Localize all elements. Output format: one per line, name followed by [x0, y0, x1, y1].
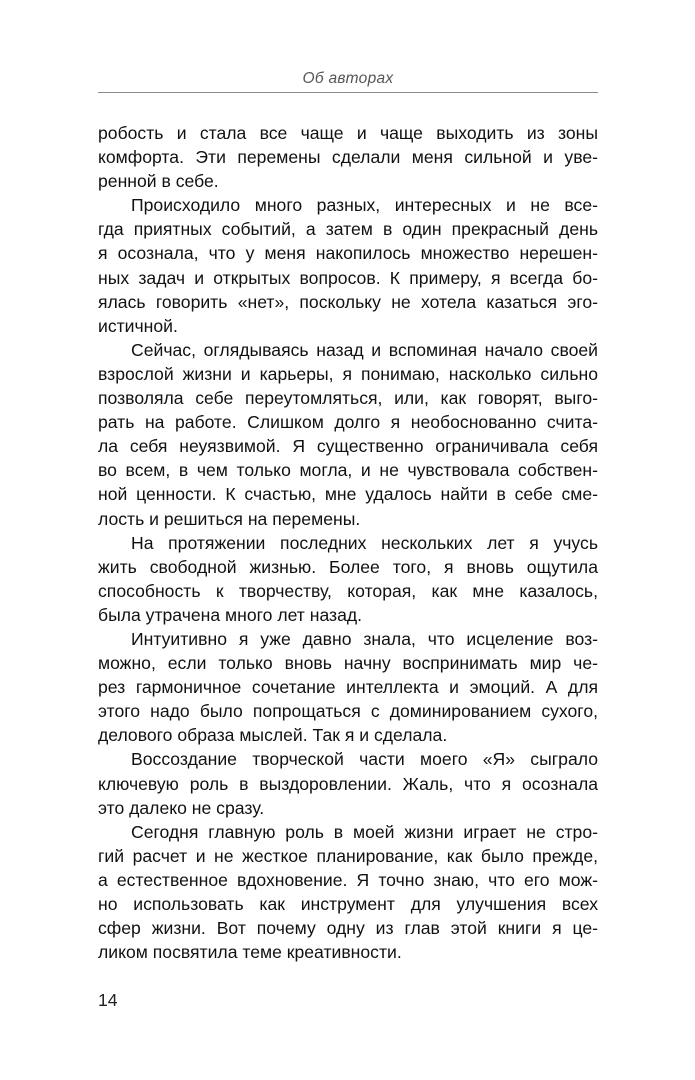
text-line: этого надо было попрощаться с доминированием сухого,	[98, 701, 598, 722]
text-line: это далеко не сразу.	[98, 797, 265, 818]
text-line: робость и стала все чаще и чаще выходить из зоны	[98, 123, 598, 143]
text-line: лость и решиться на перемены.	[98, 508, 361, 529]
paragraph-7	[98, 820, 598, 965]
text-line: Сейчас, оглядываясь назад и вспоминая начало своей	[131, 339, 598, 360]
text-line: гда приятных событий, а затем в один прекрасный день	[98, 219, 598, 240]
text-line: истичной.	[98, 315, 178, 336]
text-line: Происходило много разных, интересных и не все-	[131, 195, 598, 216]
text-line: делового образа мыслей. Так я и сделала.	[98, 725, 448, 746]
body-text	[98, 121, 598, 964]
text-line: я осознала, что у меня накопилось множество нерешен-	[98, 243, 598, 264]
text-line: Воссоздание творческой части моего «Я» сыграло	[131, 749, 598, 770]
text-line: Интуитивно я уже давно знала, что исцеление воз-	[131, 628, 598, 649]
text-line: ялась говорить «нет», поскольку не хотела казаться эго-	[98, 291, 598, 312]
page-number: 14	[98, 990, 118, 1010]
text-line: ключевую роль в выздоровлении. Жаль, что я осознала	[98, 773, 598, 794]
text-line: взрослой жизни и карьеры, я понимаю, насколько сильно	[98, 363, 598, 384]
text-line: а естественное вдохновение. Я точно знаю, что его мож-	[98, 869, 598, 890]
text-line: во всем, в чем только могла, и не чувствовала собствен-	[98, 460, 598, 481]
text-line: На протяжении последних нескольких лет я учусь	[131, 532, 598, 553]
text-line: но использовать как инструмент для улучшения всех	[98, 894, 598, 914]
paragraph-4	[98, 531, 598, 627]
text-line: способность к творчеству, которая, как мне казалось,	[98, 580, 598, 601]
text-line: рез гармоничное сочетание интеллекта и эмоций. А для	[98, 677, 598, 698]
text-line: ренной в себе.	[98, 171, 219, 192]
text-line: Сегодня главную роль в моей жизни играет не стро-	[131, 821, 598, 842]
running-head: Об авторах	[302, 70, 394, 87]
text-line: сфер жизни. Вот почему одну из глав этой книги я це-	[98, 918, 598, 939]
text-line: ной ценности. К счастью, мне удалось найти в себе сме-	[98, 484, 598, 505]
text-line: ных задач и открытых вопросов. К примеру, я всегда бо-	[98, 267, 598, 288]
text-line: ла себя неуязвимой. Я существенно ограничивала себя	[98, 436, 598, 457]
text-line: рать на работе. Слишком долго я необоснованно счита-	[98, 412, 598, 433]
header-rule	[98, 92, 598, 93]
text-line: комфорта. Эти перемены сделали меня сильной и уве-	[98, 147, 598, 168]
paragraph-5	[98, 627, 598, 747]
text-line: жить свободной жизнью. Более того, я вновь ощутила	[98, 556, 598, 577]
text-line: можно, если только вновь начну воспринимать мир че-	[98, 653, 598, 674]
paragraph-3	[98, 338, 598, 531]
paragraph-6	[98, 747, 598, 819]
text-line: ликом посвятила теме креативности.	[98, 942, 402, 963]
paragraph-2	[98, 193, 598, 338]
text-line: позволяла себе переутомляться, или, как говорят, выго-	[98, 388, 598, 409]
text-line: была утрачена много лет назад.	[98, 604, 363, 625]
text-line: гий расчет и не жесткое планирование, как было прежде,	[98, 845, 598, 866]
paragraph-1	[98, 121, 598, 193]
